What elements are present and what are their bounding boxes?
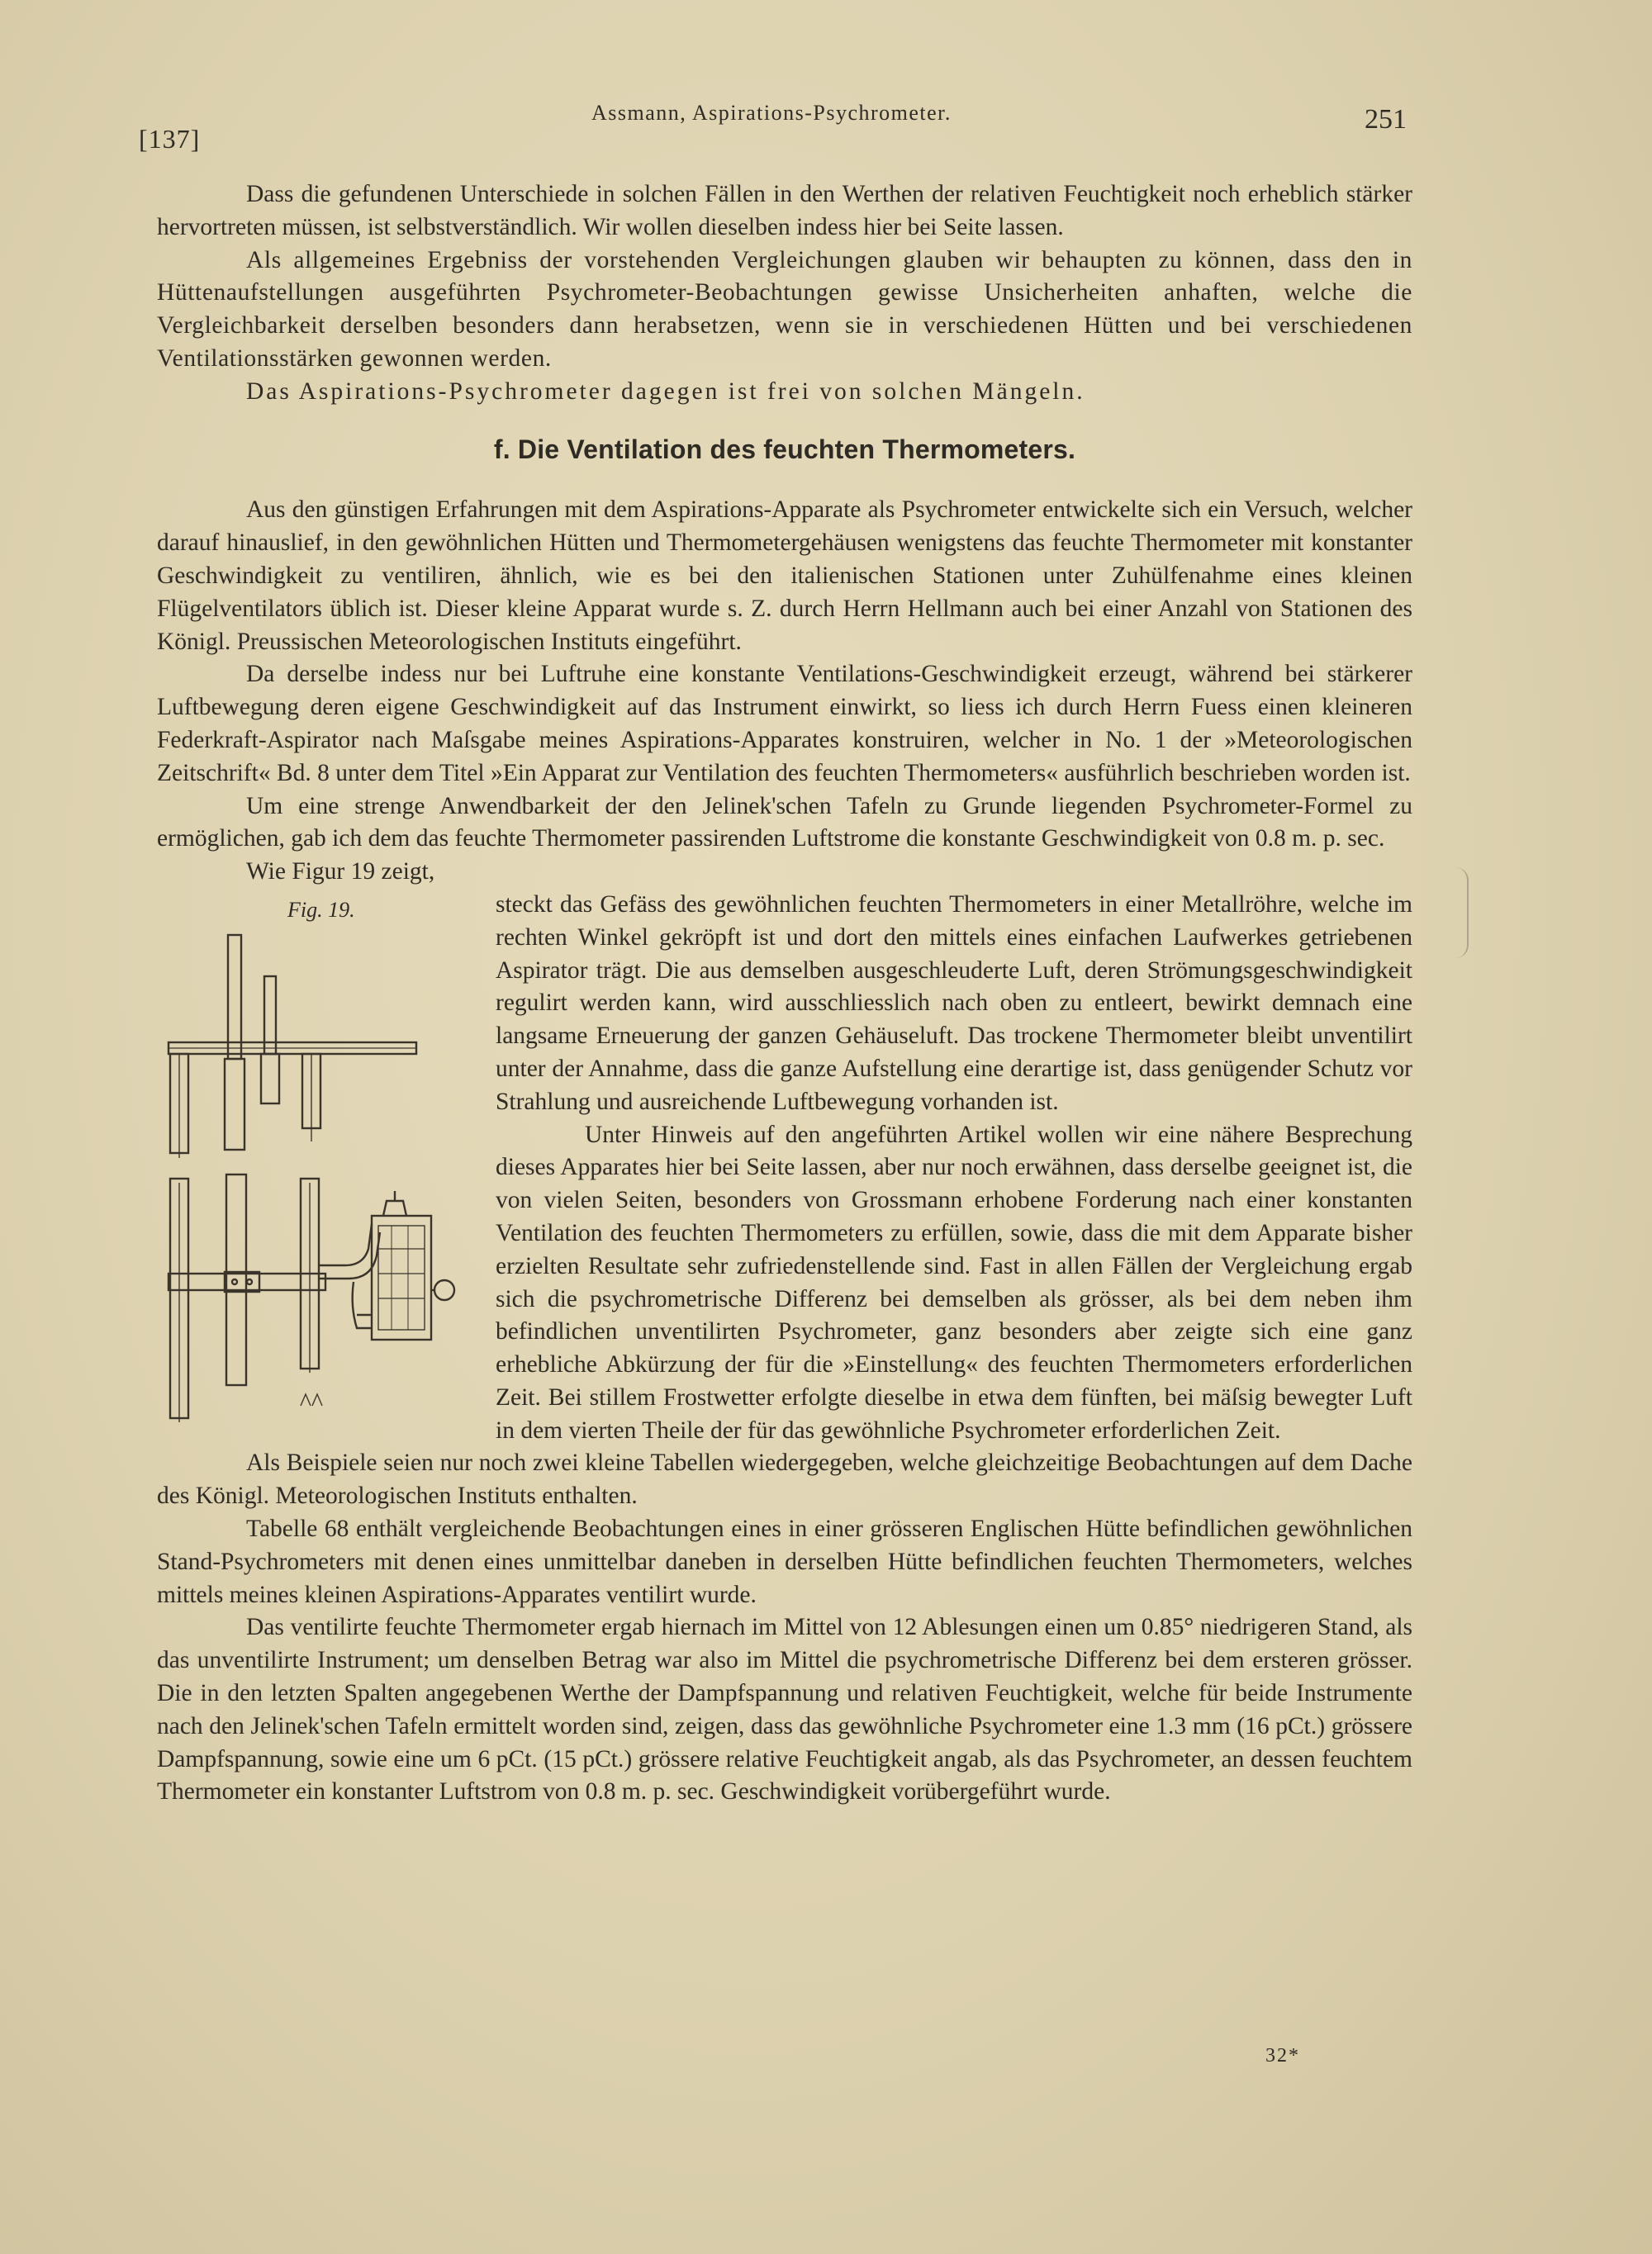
section-heading: f. Die Ventilation des feuchten Thermometers. (493, 434, 1076, 464)
figure-19 (155, 894, 477, 1445)
dry-thermometer-tube (225, 1059, 244, 1150)
paragraph-2: Als allgemeines Ergebniss der vorstehenden Vergleichungen glauben wir behaupten zu können, dass den in Hüttenaufstellungen ausgeführten Psychrometer-Beobachtungen gewisse Unsicherheiten anhaften, welche die Vergleichbarkeit derselben besonders dann herabsetzen, wenn sie in verschiedenen Hütten und bei verschiedenen Ventilationsstärken gewonnen werden. (157, 246, 1412, 372)
paragraph-4: Aus den günstigen Erfahrungen mit dem Aspirations-Apparate als Psychrometer entwickelte sich ein Versuch, welcher darauf hinauslief, in den gewöhnlichen Hütten und Thermometergehäusen wenigstens das feuchte Thermometer mit konstanter Geschwindigkeit zu ventiliren, ähnlich, wie es bei den italienischen Stationen unter Zuhülfenahme eines kleinen Flügelventilators üblich ist. Dieser kleine Apparat wurde s. Z. durch Herrn Hellmann auch bei einer Anzahl von Stationen des Königl. Preussischen Meteorologischen Instituts eingeführt. (157, 496, 1412, 655)
margin-pencil-mark (1455, 867, 1469, 958)
paragraph-1: Dass die gefundenen Unterschiede in solchen Fällen in den Werthen der relativen Feuchtigkeit noch erheblich stärker hervortreten müssen, ist selbstverständlich. Wir wollen dieselben indess hier bei Seite lassen. (157, 181, 1412, 240)
paragraph-5: Da derselbe indess nur bei Luftruhe eine konstante Ventilations-Geschwindigkeit erzeugt, während bei stärkerer Luftbewegung deren eigene Geschwindigkeit auf das Instrument einwirkt, so liess ich durch Herrn Fuess einen kleineren Federkraft-Aspirator nach Maſsgabe meines Aspirations-Apparates konstruiren, welcher in No. 1 der »Meteorologischen Zeitschrift« Bd. 8 unter dem Titel »Ein Apparat zur Ventilation des feuchten Thermometers« ausführlich beschrieben worden ist. (157, 661, 1412, 786)
running-title: Assmann, Aspirations-Psychrometer. (591, 101, 952, 125)
body-text (157, 178, 1412, 1809)
psychrometer-drawing (155, 927, 477, 1439)
page-number-bracketed: [137] (139, 124, 201, 154)
figure-caption: Fig. 19. (287, 897, 355, 922)
page-number: 251 (1365, 104, 1407, 135)
paragraph-8: Unter Hinweis auf den angeführten Artikel wollen wir eine nähere Besprechung dieses Apparates hier bei Seite lassen, aber nur noch erwähnen, dass derselbe geeignet ist, die von vielen Seiten, besonders von Grossmann erhobene Forderung nach einer konstanten Ventilation des feuchten Thermometers zu erfüllen, sowie, dass die mit dem Apparate bisher erzielten Resultate sehr zufriedenstellende sind. Fast in allen Fällen der Vergleichung ergab sich die psychrometrische Differenz bei demselben als grösser, als bei dem neben ihm befindlichen unventilirten Psychrometer, ganz besonders aber zeigte sich eine ganz erhebliche Abkürzung der für die »Einstellung« des feuchten Thermometers erforderlichen Zeit. Bei stillem Frostwetter erfolgte dieselbe in etwa dem fünften, bei mäſsig bewegter Luft in dem vierten Theile der für das gewöhnliche Psychrometer erforderlichen Zeit. (496, 1121, 1412, 1444)
signature-mark: 32* (1265, 2045, 1300, 2067)
paragraph-7: steckt das Gefäss des gewöhnlichen feuchten Thermometers in einer Metallröhre, welche im rechten Winkel gekröpft ist und dort den mittels eines einfachen Laufwerkes getriebenen Aspirator trägt. Die aus demselben ausgeschleuderte Luft, deren Strömungsgeschwindigkeit regulirt werden kann, wird ausschliesslich nach oben zu entleert, bewirkt demnach eine langsame Erneuerung der ganzen Gehäuseluft. Das trockene Thermometer bleibt unventilirt unter der Annahme, dass die ganze Aufstellung eine derartige ist, dass genügender Schutz vor Strahlung und ausreichende Luftbewegung vorhanden ist. (496, 890, 1412, 1115)
dry-thermometer-upper (228, 935, 241, 1059)
paragraph-7-lead: Wie Figur 19 zeigt, (246, 858, 435, 885)
paragraph-10: Tabelle 68 enthält vergleichende Beobachtungen eines in einer grösseren Englischen Hütte befindlichen gewöhnlichen Stand-Psychrometers mit denen eines unmittelbar daneben in derselben Hütte befindlichen feuchten Thermometers, welches mittels meines kleinen Aspirations-Apparates ventilirt wurde. (157, 1516, 1412, 1608)
bent-tube (319, 1224, 372, 1265)
paragraph-6: Um eine strenge Anwendbarkeit der den Jelinek'schen Tafeln zu Grunde liegenden Psychrometer-Formel zu ermöglichen, gab ich dem das feuchte Thermometer passirenden Luftstrome die konstante Geschwindigkeit von 0.8 m. p. sec. (157, 792, 1412, 852)
paragraph-11: Das ventilirte feuchte Thermometer ergab hiernach im Mittel von 12 Ablesungen einen um 0.85° niedrigeren Stand, als das unventilirte Instrument; um denselben Betrag war also im Mittel die psychrometrische Differenz bei dem ersteren grösser. Die in den letzten Spalten angegebenen Werthe der Dampfspannung und relativen Feuchtigkeit, welche für beide Instrumente nach den Jelinek'schen Tafeln ermittelt worden sind, zeigen, dass das gewöhnliche Psychrometer eine 1.3 mm (16 pCt.) grössere Dampfspannung, sowie eine um 6 pCt. (15 pCt.) grössere relative Feuchtigkeit angab, als das Psychrometer, an dessen feuchtem Thermometer ein konstanter Luftstrom von 0.8 m. p. sec. Geschwindigkeit vorübergeführt wurde. (157, 1614, 1412, 1806)
winding-knob (434, 1280, 454, 1300)
paragraph-3: Das Aspirations-Psychrometer dagegen ist frei von solchen Mängeln. (246, 377, 1085, 405)
paragraph-9: Als Beispiele seien nur noch zwei kleine Tabellen wiedergegeben, welche gleichzeitige Beobachtungen auf dem Dache des Königl. Meteorologischen Instituts enthalten. (157, 1450, 1412, 1510)
